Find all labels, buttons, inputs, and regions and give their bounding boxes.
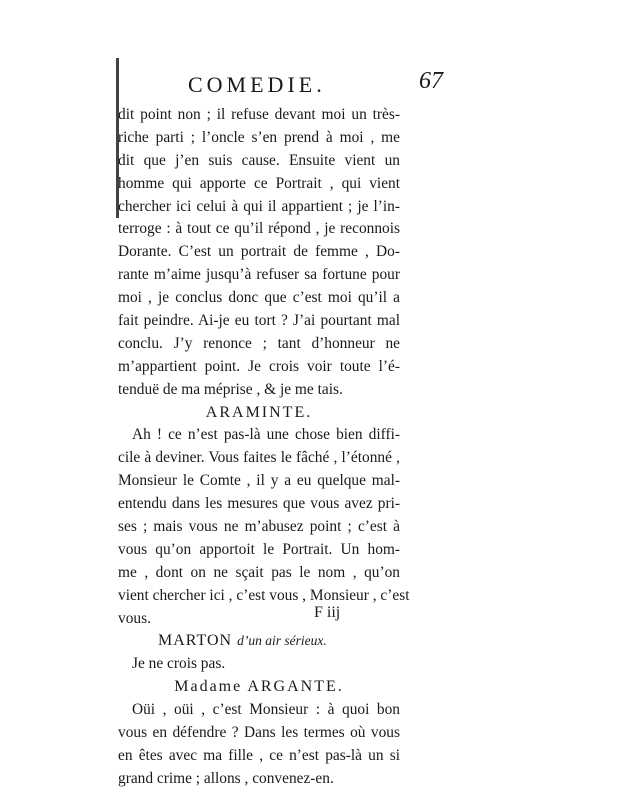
running-title: COMEDIE. (188, 72, 326, 97)
text-line: Ah ! ce n’est pas-là une chose bien diffi- (132, 426, 400, 444)
text-line: Monsieur le Comte , il y a eu quelque mal- (118, 472, 400, 490)
text-line: en êtes avec ma fille , ce n’est pas-là un si (118, 746, 400, 764)
text-line: tenduë de ma méprise , & je me tais. (118, 380, 343, 398)
text-line: ses ; mais vous ne m’abusez point ; c’est à (118, 518, 400, 536)
text-line: terroge : à tout ce qu’il répond , je reconnois (118, 220, 400, 238)
speaker-marton (118, 630, 400, 653)
text-line: homme qui apporte ce Portrait , qui vient (118, 174, 400, 192)
text-line: Oüi , oüi , c’est Monsieur : à quoi bon (132, 701, 400, 719)
text-line: riche parti ; l’oncle s’en prend à moi , me (118, 128, 400, 146)
text-line: vient chercher ici , c’est vous , Monsieur , c’est (118, 586, 410, 604)
text-line: conclu. J’y renonce ; tant d’honneur ne (118, 334, 400, 352)
text-line: grand crime ; allons , convenez-en. (118, 769, 334, 787)
text-line: m’appartient point. Je crois voir toute l’é- (118, 357, 400, 375)
speaker-name-araminte: ARAMINTE. (205, 403, 313, 421)
text-line: Dorante. C’est un portrait de femme , Do- (118, 243, 400, 261)
page-header (118, 68, 443, 106)
speaker-name-argante: Madame ARGANTE. (174, 678, 344, 696)
text-line: fait peindre. Ai-je eu tort ? J’ai pourtant mal (118, 312, 400, 330)
page-number: 67 (419, 68, 443, 94)
text-line: rante m’aime jusqu’à refuser sa fortune pour (118, 266, 400, 284)
text-line: me , dont on ne sçait pas le nom , qu’on (118, 563, 400, 581)
text-line: dit que j’en suis cause. Ensuite vient un (118, 151, 400, 169)
stage-direction: d’un air sérieux. (237, 633, 327, 649)
text-line: vous. (118, 609, 151, 627)
text-line: vous en défendre ? Dans les termes où vous (118, 724, 400, 742)
speaker-name-marton: MARTON (158, 632, 233, 650)
text-line: chercher ici celui à qui il appartient ; je l’in- (118, 197, 400, 215)
text-line: entendu dans les mesures que vous avez pri- (118, 495, 400, 513)
text-line: vous qu’on apportoit le Portrait. Un hom- (118, 540, 400, 558)
text-body (118, 104, 410, 791)
signature-mark: F iij (314, 604, 341, 621)
text-line: dit point non ; il refuse devant moi un très- (118, 106, 400, 123)
text-line: Je ne crois pas. (132, 655, 226, 673)
text-line: moi , je conclus donc que c’est moi qu’il a (118, 289, 400, 307)
text-line: cile à deviner. Vous faites le fâché , l’étonné , (118, 449, 400, 467)
